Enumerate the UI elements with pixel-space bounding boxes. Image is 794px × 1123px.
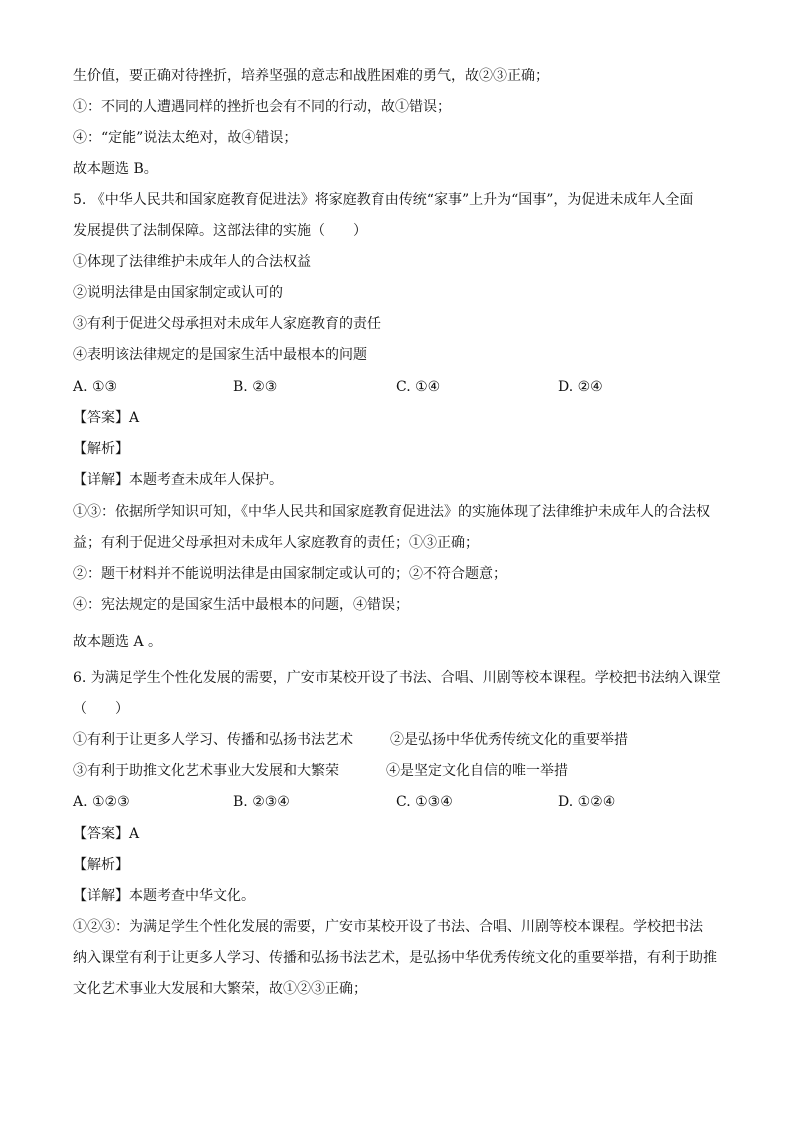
- text-line: 纳入课堂有利于让更多人学习、传播和弘扬书法艺术，是弘扬中华优秀传统文化的重要举措，有利于助推: [73, 950, 717, 966]
- text-line: 生价值，要正确对待挫折，培养坚强的意志和战胜困难的勇气，故②③正确；: [73, 68, 549, 84]
- question-5-option-c: C. ①④: [396, 379, 441, 395]
- analysis-label: 【解析】: [73, 857, 129, 873]
- question-5-statement: ②说明法律是由国家制定或认可的: [73, 285, 283, 301]
- question-5-option-a: A. ①③: [73, 379, 118, 395]
- question-6-stem: 6. 为满足学生个性化发展的需要，广安市某校开设了书法、合唱、川剧等校本课程。学校把书法纳入课堂: [73, 670, 721, 686]
- text-line: 故本题选 B。: [73, 161, 158, 177]
- question-6-option-a: A. ①②③: [73, 794, 130, 810]
- text-line: ④：宪法规定的是国家生活中最根本的问题，④错误；: [73, 597, 409, 613]
- question-6-option-d: D. ①②④: [558, 794, 616, 810]
- text-line: 文化艺术事业大发展和大繁荣，故①②③正确；: [73, 981, 367, 997]
- question-5-stem: 发展提供了法制保障。这部法律的实施（ ）: [73, 223, 367, 239]
- question-5-statement: ③有利于促进父母承担对未成年人家庭教育的责任: [73, 316, 381, 332]
- question-6-option-b: B. ②③④: [233, 794, 290, 810]
- question-6-stem: （ ）: [73, 701, 129, 717]
- text-line: ②：题干材料并不能说明法律是由国家制定或认可的；②不符合题意；: [73, 566, 507, 582]
- question-5-option-d: D. ②④: [558, 379, 603, 395]
- question-5-statement: ①体现了法律维护未成年人的合法权益: [73, 254, 311, 270]
- analysis-label: 【解析】: [73, 441, 129, 457]
- detail-explanation: 【详解】本题考查未成年人保护。: [73, 472, 283, 488]
- answer-label: 【答案】A: [73, 826, 140, 842]
- text-line: ①②③：为满足学生个性化发展的需要，广安市某校开设了书法、合唱、川剧等校本课程。学校把书法: [73, 919, 703, 935]
- question-5-statement: ④表明该法律规定的是国家生活中最根本的问题: [73, 347, 367, 363]
- text-line: 益；有利于促进父母承担对未成年人家庭教育的责任；①③正确；: [73, 535, 479, 551]
- answer-label: 【答案】A: [73, 410, 140, 426]
- text-line: ①：不同的人遭遇同样的挫折也会有不同的行动，故①错误；: [73, 99, 451, 115]
- text-line: ④：“定能”说法太绝对，故④错误；: [73, 130, 298, 146]
- question-6-option-c: C. ①③④: [396, 794, 453, 810]
- question-6-statement: ③有利于助推文化艺术事业大发展和大繁荣: [73, 763, 339, 779]
- question-5-option-b: B. ②③: [233, 379, 278, 395]
- question-5-stem: 5. 《中华人民共和国家庭教育促进法》将家庭教育由传统“家事”上升为“国事”，为促进未成年人全面: [73, 192, 694, 208]
- question-6-statement: ①有利于让更多人学习、传播和弘扬书法艺术: [73, 732, 353, 748]
- question-6-statement: ④是坚定文化自信的唯一举措: [386, 763, 568, 779]
- question-6-statement: ②是弘扬中华优秀传统文化的重要举措: [390, 732, 628, 748]
- text-line: ①③：依据所学知识可知，《中华人民共和国家庭教育促进法》的实施体现了法律维护未成年人的合法权: [73, 504, 710, 520]
- detail-explanation: 【详解】本题考查中华文化。: [73, 888, 255, 904]
- text-line: 故本题选 A 。: [73, 634, 163, 650]
